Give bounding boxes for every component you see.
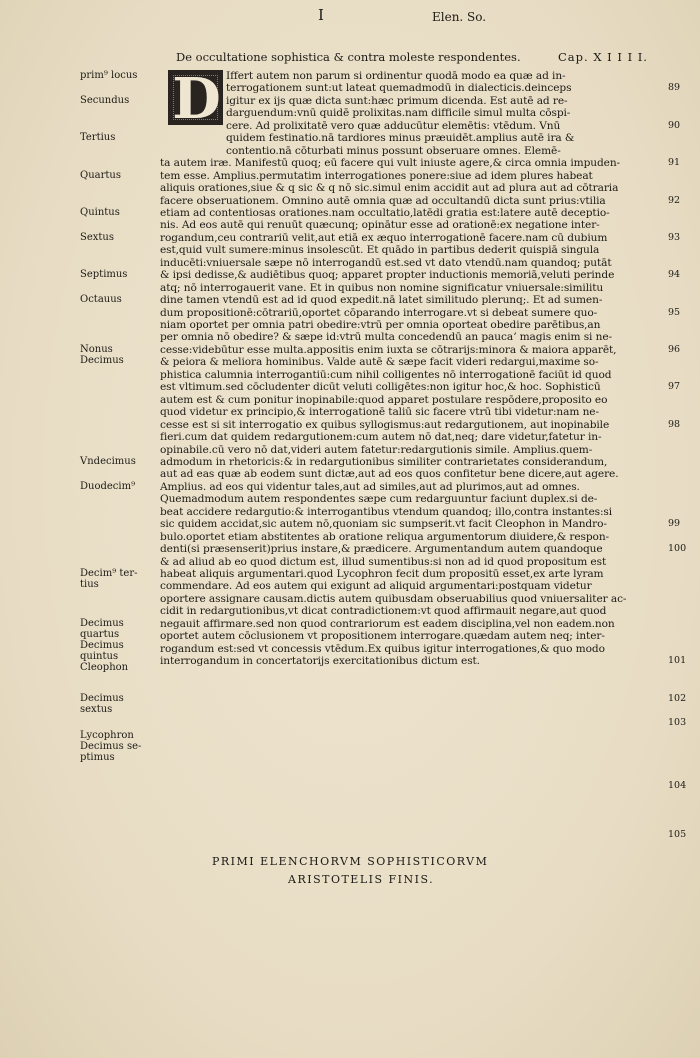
text-line: est vltimum.sed cōcludenter dicūt veluti colligētes:non igitur hoc,& hoc. Sophisticū [160, 381, 601, 394]
text-line: quidem festinatio.nā tardiores minus præuidēt.amplius autē ira & [226, 132, 575, 145]
chapter-heading-text: De occultatione sophistica & contra moleste respondentes. [176, 50, 521, 64]
margin-note-left: Septimus [80, 269, 128, 281]
text-line: Quemadmodum autem respondentes sæpe cum redarguuntur faciunt duplex.si de- [160, 493, 598, 506]
text-line: admodum in rhetoricis:& in redargutionibus similiter contrarietates considerandum, [160, 455, 608, 468]
chapter-number: Cap. X I I I I. [558, 50, 648, 64]
text-line: inducēti:vniuersale sæpe nō interrogandū est.sed vt dato vtendū.nam quandoq; putāt [160, 256, 612, 269]
text-line: & peiora & meliora hominibus. Valde autē & sæpe facit videri redargui,maxime so- [160, 356, 599, 369]
text-line: sic quidem accidat,sic autem nō,quoniam sic sumpserit.vt facit Cleophon in Mandro- [160, 518, 607, 531]
margin-note-left: Secundus [80, 94, 130, 106]
folio-number: I [318, 6, 324, 24]
text-line: bulo.oportet etiam abstitentes ab oratione reliqua argumentorum diuidere,& respon- [160, 530, 610, 543]
margin-number-right: 103 [668, 717, 687, 729]
margin-number-right: 105 [668, 829, 687, 841]
text-line: habeat aliquis argumentari.quod Lycophron fecit dum propositū esset,ex arte lyram [160, 568, 604, 580]
margin-number-right: 100 [668, 543, 687, 555]
text-line: denti(si præsenserit)prius instare,& prædicere. Argumentandum autem quandoque [160, 543, 603, 556]
text-line: contentio.nā cōturbati minus possunt obseruare omnes. Elemē- [226, 144, 561, 157]
text-line: rogandum,ceu contrariū velit,aut etiā ex æquo interrogationē facere.nam cū dubium [160, 231, 608, 244]
running-title: Elen. So. [432, 10, 487, 24]
text-line: Amplius. ad eos qui videntur tales,aut ad similes,aut ad plurimos,aut ad omnes. [160, 480, 580, 493]
text-line: etiam ad contentiosas orationes.nam occultatio,latēdi gratia est:latere autē deceptio- [160, 206, 610, 219]
text-line: aliquis orationes,siue & q sic & q nō sic.simul enim accidit aut ad plura aut ad cōtraria [160, 182, 619, 195]
text-line: cidit in redargutionibus,vt dicat contradictionem:vt quod affirmauit negare,aut quod [160, 605, 607, 618]
text-line: oportere assignare causam.dictis autem quibusdam obseruabilius quod vniuersaliter ac- [160, 592, 627, 605]
text-line: opinabile.cū vero nō dat,videri autem fatetur:redargutionis simile. Amplius.quem- [160, 443, 593, 456]
chapter-heading [176, 50, 656, 64]
initial-letter: D [172, 66, 221, 132]
text-line: terrogationem sunt:ut lateat quemadmodū in dialecticis.deinceps [226, 82, 572, 95]
margin-number-right: 93 [668, 231, 681, 243]
margin-number-right: 92 [668, 194, 681, 206]
margin-note-left: Nonus Decimus [80, 343, 124, 366]
text-line: cesse est si sit interrogatio ex quibus syllogismus:aut redargutionem, aut inopinabile [160, 418, 610, 431]
text-line: negauit affirmare.sed non quod contrariorum est eadem disciplina,vel non eadem.non [160, 617, 615, 630]
text-line: & ad aliud ab eo quod dictum est, illud sumentibus:si non ad id quod propositum est [160, 555, 607, 568]
text-line: cesse:videbūtur esse multa.appositis enim iuxta se cōtrarijs:minora & maiora apparēt, [160, 343, 617, 356]
text-line: beat accidere redargutio:& interrogantibus vtendum quandoq; illo,contra instantes:si [160, 505, 613, 518]
margin-note-left: Lycophron Decimus se- ptimus [80, 729, 142, 763]
text-line: darguendum:vnū quidē prolixitas.nam difficile simul multa cōspi- [226, 107, 571, 120]
text-line: commendare. Ad eos autem qui exigunt ad aliquid argumentari:postquam videtur [160, 580, 592, 593]
text-line: Iffert autem non parum si ordinentur quodā modo ea quæ ad in- [226, 70, 566, 82]
margin-number-right: 101 [668, 655, 687, 667]
text-line: cere. Ad prolixitatē vero quæ adducūtur elemētis: vtēdum. Vnū [226, 119, 561, 132]
text-line: oportet autem cōclusionem vt propositionem interrogare.quædam autem neq; inter- [160, 630, 605, 643]
text-line: tem esse. Amplius.permutatim interrogationes ponere:siue ad idem plures habeat [160, 169, 593, 182]
margin-number-right: 91 [668, 157, 681, 169]
text-line: dine tamen vtendū est ad id quod expedit.nā latet similitudo plerunq;. Et ad sumen- [160, 294, 603, 307]
margin-number-right: 94 [668, 269, 681, 281]
margin-number-right: 104 [668, 779, 687, 791]
margin-number-right: 99 [668, 518, 681, 530]
margin-note-left: Quartus [80, 169, 121, 181]
colophon-line-2: ARISTOTELIS FINIS. [288, 873, 435, 886]
margin-note-left: Duodecim⁹ [80, 480, 136, 492]
text-line: autem est & cum ponitur inopinabile:quod apparet postulare respōdere,proposito eo [160, 393, 608, 406]
margin-number-right: 97 [668, 381, 681, 393]
margin-note-left: Tertius [80, 132, 116, 144]
text-line: fieri.cum dat quidem redargutionem:cum autem nō dat,neq; dare videtur,fatetur in- [160, 431, 602, 444]
text-line: aut ad eas quæ ab eodem sunt dictæ,aut ad eos quos confitetur bene dicere,aut agere. [160, 468, 619, 481]
text-line: igitur ex ijs quæ dicta sunt:hæc primum dicenda. Est autē ad re- [226, 94, 568, 107]
text-line: ta autem iræ. Manifestū quoq; eū facere qui vult iniuste agere,& circa omnia impuden- [160, 157, 621, 170]
text-line: est,quid vult sumere:minus insolescūt. Et quādo in partibus dederit quispiā singula [160, 244, 600, 257]
text-line: quod videtur ex principio,& interrogationē taliū sic facere vtrū tibi videtur:nam ne- [160, 406, 599, 419]
text-line: atq; nō interrogauerit vane. Et in quibus non nomine significatur vniuersale:similitu [160, 281, 604, 294]
margin-note-left: Decimus quartus Decimus quintus Cleophon [80, 617, 129, 673]
text-line: phistica calumnia interrogantiū:cum nihil colligentes nō interrogationē faciūt id quod [160, 368, 612, 381]
margin-note-left: Decimus sextus [80, 692, 124, 715]
margin-number-right: 98 [668, 418, 681, 430]
margin-number-right: 89 [668, 82, 681, 94]
margin-number-right: 102 [668, 692, 687, 704]
text-line: per omnia nō obedire? & sæpe id:vtrū multa concedendū an paucaʼ magis enim si ne- [160, 331, 612, 344]
margin-note-left: Vndecimus [80, 455, 136, 467]
margin-number-right: 96 [668, 343, 681, 355]
margin-note-left: prim⁹ locus [80, 70, 138, 81]
margin-number-right: 95 [668, 306, 681, 318]
margin-note-left: Sextus [80, 231, 114, 243]
text-line: nis. Ad eos autē qui renuūt quæcunq; opinātur esse ad orationē:ex negatione inter- [160, 219, 600, 232]
margin-note-left: Quintus [80, 206, 120, 218]
text-line: niam oportet per omnia patri obedire:vtrū per omnia oporteat obedire parētibus,an [160, 319, 601, 331]
decorated-initial [168, 66, 223, 132]
margin-note-left: Decim⁹ ter- tius [80, 568, 138, 590]
text-line: interrogandum in concertatorijs exercitationibus dictum est. [160, 655, 480, 668]
colophon-line-1: PRIMI ELENCHORVM SOPHISTICORVM [212, 855, 489, 868]
text-line: & ipsi dedisse,& audiētibus quoq; apparet propter inductionis memoriā,veluti perinde [160, 269, 615, 282]
margin-number-right: 90 [668, 119, 681, 131]
text-line: facere obseruationem. Omnino autē omnia quæ ad occultandū dicta sunt prius:vtilia [160, 194, 606, 207]
text-line: dum propositionē:cōtrariū,oportet cōparando interrogare.vt si debeat sumere quo- [160, 306, 598, 319]
text-line: rogandum est:sed vt concessis vtēdum.Ex quibus igitur interrogationes,& quo modo [160, 642, 605, 655]
margin-note-left: Octauus [80, 294, 122, 306]
